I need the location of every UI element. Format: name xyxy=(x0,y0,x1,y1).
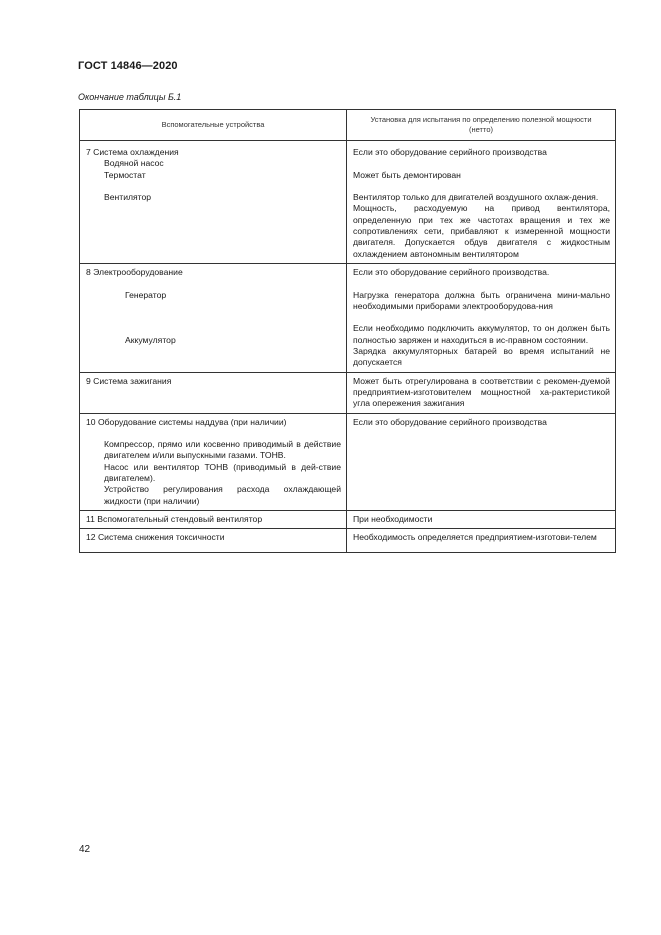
table-row-emission-system xyxy=(80,529,616,552)
item-compressor: Компрессор, прямо или косвенно приводимый в действие двигателем и/или выпускными газами. ТОНВ. xyxy=(104,439,341,461)
value-text: Вентилятор только для двигателей воздушного охлаж-дения. xyxy=(353,192,599,203)
value-text: Если это оборудование серийного производства. xyxy=(353,266,550,277)
value-text: При необходимости xyxy=(353,513,433,524)
item-fan: Вентилятор xyxy=(104,192,152,203)
item-tonv-pump: Насос или вентилятор ТОНВ (приводимый в дей-ствие двигателем). xyxy=(104,461,341,484)
value-text: Необходимость определяется предприятием-изготови-телем xyxy=(353,532,597,543)
value-text: Зарядка аккумуляторных батарей во время испытаний не допускается xyxy=(353,346,610,368)
table-row-boost-system xyxy=(80,413,616,510)
row-stand-fan-value-cell xyxy=(347,510,616,528)
item-coolant-regulator: Устройство регулирования расхода охлаждающей жидкости (при наличии) xyxy=(104,484,341,506)
column-header-installation: Установка для испытания по определению полезной мощности (нетто) xyxy=(347,110,616,141)
item-battery: Аккумулятор xyxy=(125,334,176,345)
table-caption: Окончание таблицы Б.1 xyxy=(78,92,182,102)
item-water-pump: Водяной насос xyxy=(104,158,164,169)
row-title: 7 Система охлаждения xyxy=(86,147,179,157)
table-row-stand-fan xyxy=(80,510,616,528)
row-title: 12 Система снижения токсичности xyxy=(86,532,225,543)
row-title: 9 Система зажигания xyxy=(86,375,172,386)
page-number: 42 xyxy=(79,844,91,855)
item-thermostat: Термостат xyxy=(104,169,146,180)
table-row-ignition-system xyxy=(80,372,616,413)
row-ignition-device-cell xyxy=(80,372,347,413)
value-text: Мощность, расходуемую на привод вентилятора, определенную при тех же частотах вращения и тех же сопротивлениях сети, прибавляют к измеренной мощности двигателя. Допускается обдув двигателя с жидкостным охлаждением автономным вентилятором xyxy=(353,203,610,259)
row-stand-fan-device-cell xyxy=(80,510,347,528)
table-row-electrical-equipment xyxy=(80,263,616,372)
value-text: Если это оборудование серийного производства xyxy=(353,416,547,427)
value-text: Если это оборудование серийного производства xyxy=(353,147,547,157)
row-emission-device-cell xyxy=(80,529,347,552)
row-emission-value-cell xyxy=(347,529,616,552)
row-electrical-device-cell xyxy=(80,263,347,372)
row-boost-device-cell xyxy=(80,413,347,510)
column-header-devices: Вспомогательные устройства xyxy=(80,110,347,141)
value-text: Нагрузка генератора должна быть ограничена мини-мально необходимыми приборами электрооборудова-ния xyxy=(353,289,610,311)
auxiliary-devices-table xyxy=(79,109,616,553)
standard-header: ГОСТ 14846—2020 xyxy=(78,60,178,72)
value-text: Может быть отрегулирована в соответствии с рекомен-дуемой предприятием-изготовителем мощностной ха-рактеристикой угла опережения зажигания xyxy=(353,375,610,409)
row-boost-value-cell xyxy=(347,413,616,510)
row-cooling-device-cell xyxy=(80,141,347,264)
row-title: 8 Электрооборудование xyxy=(86,266,183,277)
value-text: Может быть демонтирован xyxy=(353,169,461,180)
row-title: 10 Оборудование системы наддува (при наличии) xyxy=(86,416,287,427)
row-electrical-value-cell xyxy=(347,263,616,372)
row-ignition-value-cell xyxy=(347,372,616,413)
item-generator: Генератор xyxy=(125,289,167,300)
row-title: 11 Вспомогательный стендовый вентилятор xyxy=(86,513,263,524)
value-text: Если необходимо подключить аккумулятор, то он должен быть полностью заряжен и находиться в ис-правном состоянии. xyxy=(353,323,610,345)
table-row-cooling-system xyxy=(80,141,616,264)
table-header-row xyxy=(80,110,616,141)
row-cooling-value-cell xyxy=(347,141,616,264)
